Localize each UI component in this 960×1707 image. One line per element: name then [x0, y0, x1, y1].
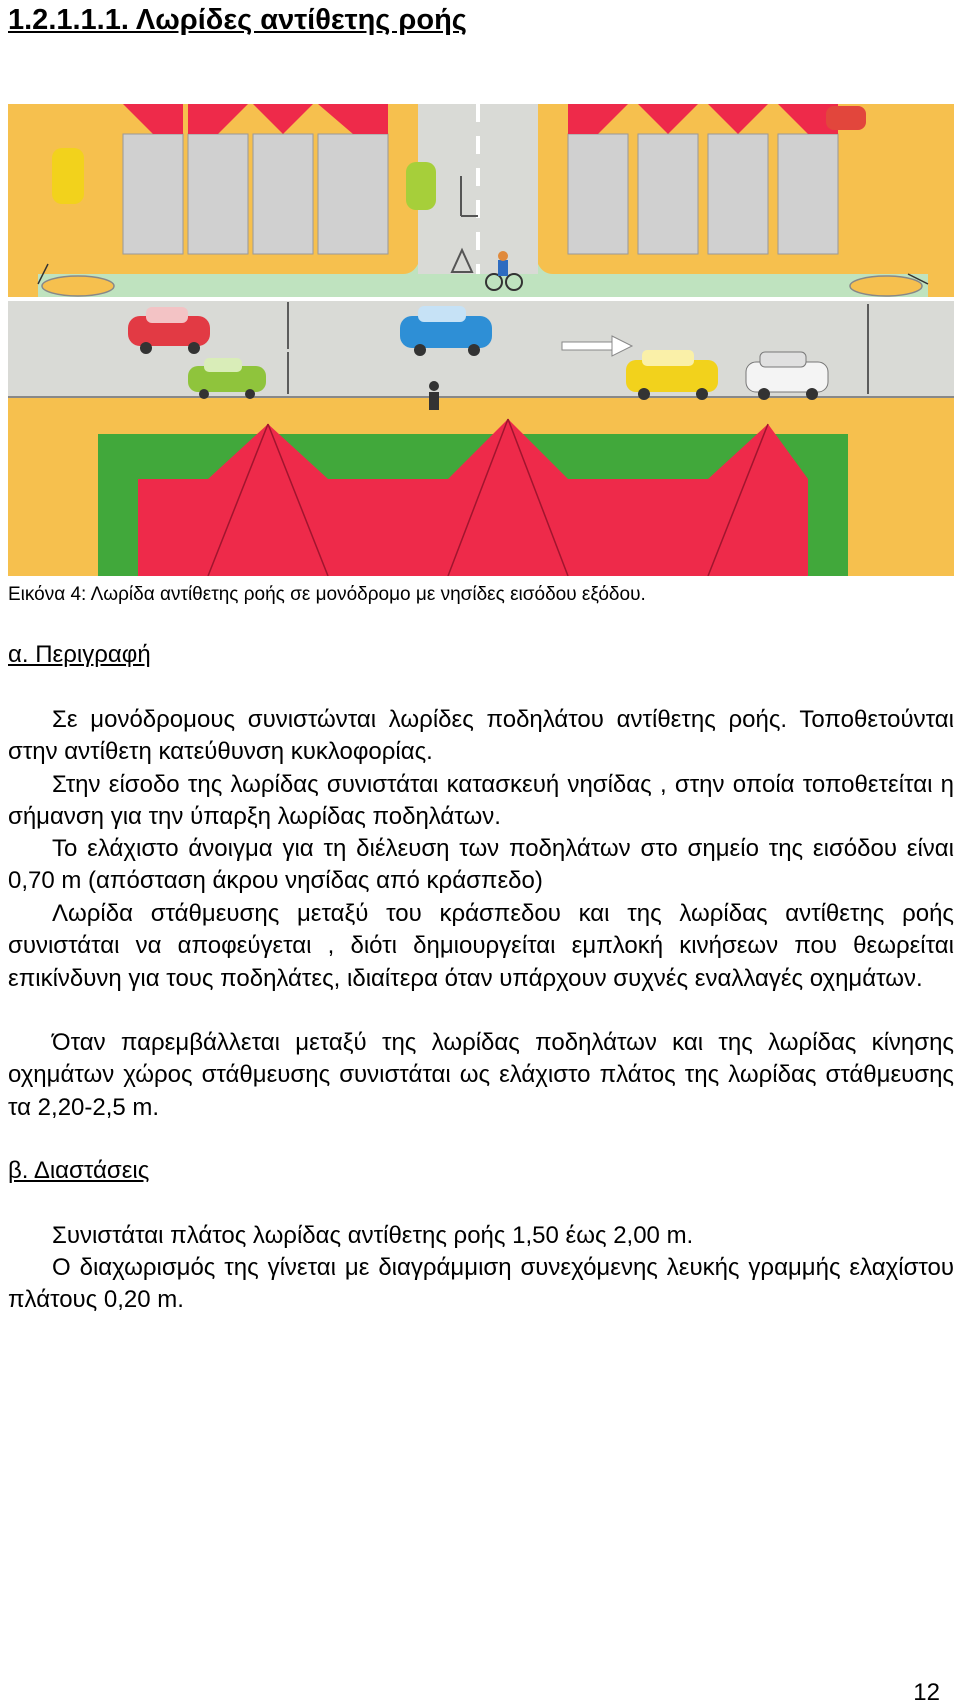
pedestrian-icon — [429, 381, 439, 410]
paragraph: Όταν παρεμβάλλεται μεταξύ της λωρίδας ποδηλάτων και της λωρίδας κίνησης οχημάτων χώρος στάθμευσης συνιστάται ως ελάχιστο πλάτος της λωρίδας στάθμευσης τα 2,20-2,5 m. — [8, 1029, 954, 1121]
street-illustration — [8, 104, 954, 576]
paragraph: Στην είσοδο της λωρίδας συνιστάται κατασκευή νησίδας , στην οποία τοποθετείται η σήμανση για την ύπαρξη λωρίδας ποδηλάτων. — [8, 771, 954, 831]
section-heading: 1.2.1.1.1. Λωρίδες αντίθετης ροής — [8, 4, 467, 36]
car-icon — [52, 148, 84, 204]
section-b-title: β. Διαστάσεις — [8, 1157, 150, 1184]
car-icon — [826, 106, 866, 130]
paragraph: Το ελάχιστο άνοιγμα για τη διέλευση των ποδηλάτων στο σημείο της εισόδου είναι 0,70 m (απόσταση άκρου νησίδας από κράσπεδο) — [8, 835, 954, 895]
paragraph: Λωρίδα στάθμευσης μεταξύ του κράσπεδου και της λωρίδας αντίθετης ροής συνιστάται να αποφεύγεται , διότι δημιουργείται εμπλοκή κινήσεων που θεωρείται επικίνδυνη για τους ποδηλάτες, ιδιαίτερα όταν υπάρχουν συχνές εναλλαγές οχημάτων. — [8, 900, 954, 992]
car-icon — [406, 162, 436, 210]
page-number: 12 — [913, 1679, 940, 1706]
paragraph: Συνιστάται πλάτος λωρίδας αντίθετης ροής 1,50 έως 2,00 m. — [52, 1222, 694, 1249]
island-left — [42, 276, 114, 296]
houses-top-left — [118, 104, 398, 254]
paragraph: Ο διαχωρισμός της γίνεται με διαγράμμιση συνεχόμενης λευκής γραμμής ελαχίστου πλάτους 0,20 m. — [8, 1254, 954, 1314]
section-a-title: α. Περιγραφή — [8, 641, 151, 668]
figure-caption: Εικόνα 4: Λωρίδα αντίθετης ροής σε μονόδρομο με νησίδες εισόδου εξόδου. — [8, 584, 646, 605]
paragraph: Σε μονόδρομους συνιστώνται λωρίδες ποδηλάτου αντίθετης ροής. Τοποθετούνται στην αντίθετη κατεύθυνση κυκλοφορίας. — [8, 706, 954, 766]
island-right — [850, 276, 922, 296]
